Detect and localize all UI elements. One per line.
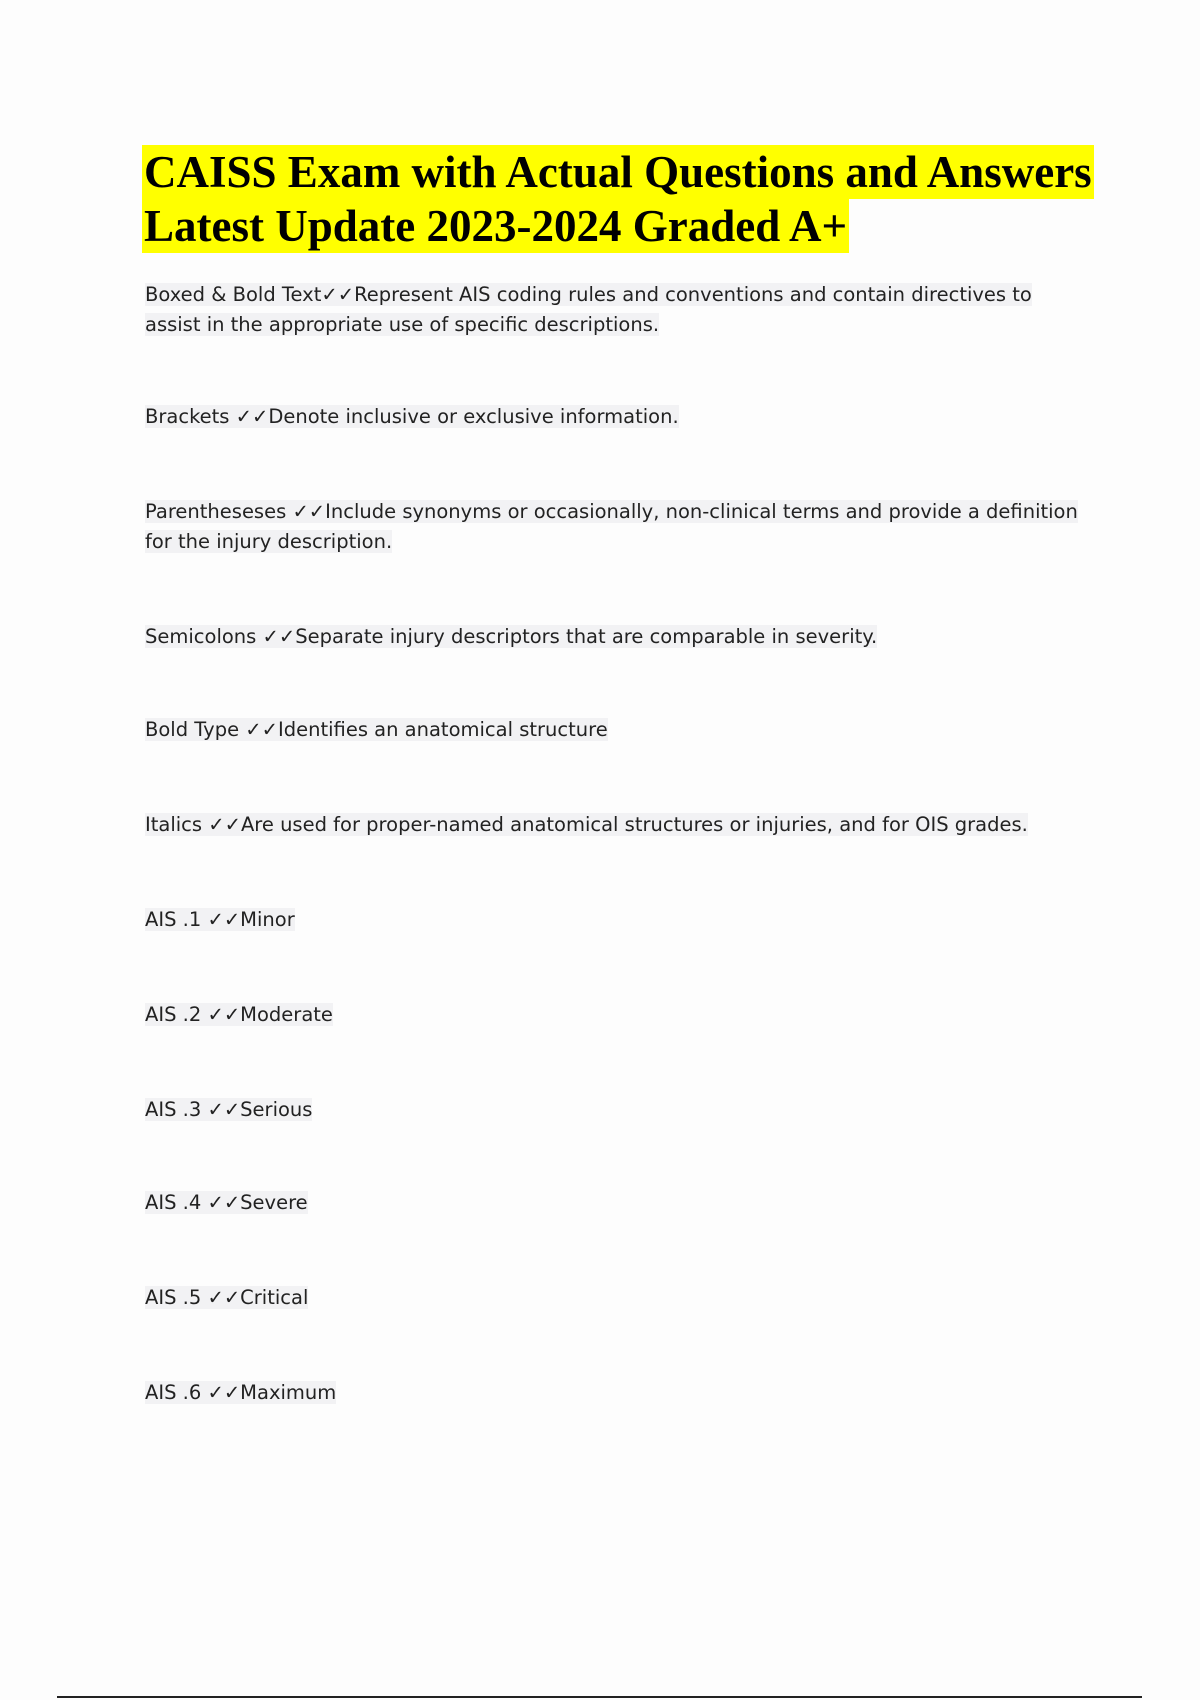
check-marks-icon: ✓✓ (207, 1286, 241, 1309)
qa-definition: Are used for proper-named anatomical structures or injuries, and for OIS grades. (240, 813, 1028, 836)
qa-definition: Severe (240, 1191, 308, 1214)
qa-item (145, 1095, 1085, 1125)
check-marks-icon: ✓✓ (245, 718, 278, 741)
qa-text (145, 908, 295, 931)
qa-item (145, 402, 1085, 432)
qa-definition: Maximum (240, 1381, 337, 1404)
qa-term: AIS .3 (145, 1098, 208, 1121)
qa-definition: Minor (240, 908, 295, 931)
qa-term: Parentheseses (145, 500, 293, 523)
qa-item (145, 1000, 1085, 1030)
qa-definition: Denote inclusive or exclusive information. (268, 405, 679, 428)
qa-item (145, 905, 1085, 935)
qa-definition: Serious (240, 1098, 313, 1121)
qa-term: AIS .1 (145, 908, 208, 931)
qa-definition: Separate injury descriptors that are comparable in severity. (295, 625, 878, 648)
qa-item (145, 1378, 1085, 1408)
check-marks-icon: ✓✓ (207, 1191, 241, 1214)
check-marks-icon: ✓✓ (207, 1098, 241, 1121)
qa-text (145, 1098, 312, 1121)
qa-term: Semicolons (145, 625, 263, 648)
qa-term: AIS .2 (145, 1003, 208, 1026)
document-title (142, 145, 1172, 253)
check-marks-icon: ✓✓ (208, 813, 241, 836)
qa-term: Brackets (145, 405, 236, 428)
qa-text (145, 1003, 333, 1026)
check-marks-icon: ✓✓ (321, 283, 355, 306)
qa-item (145, 810, 1085, 840)
qa-text (145, 718, 608, 741)
qa-item (145, 622, 1085, 652)
qa-definition: Moderate (240, 1003, 333, 1026)
title-line-2: Latest Update 2023-2024 Graded A+ (144, 201, 848, 251)
qa-term: AIS .5 (145, 1286, 208, 1309)
qa-item (145, 1283, 1085, 1313)
qa-text (145, 1381, 336, 1404)
qa-item (145, 1188, 1085, 1218)
check-marks-icon: ✓✓ (262, 625, 296, 648)
qa-text (145, 1191, 308, 1214)
title-line-1: CAISS Exam with Actual Questions and Answers (144, 147, 1092, 197)
qa-definition: Critical (240, 1286, 309, 1309)
qa-term: Boxed & Bold Text (145, 283, 322, 306)
qa-text (145, 625, 877, 648)
check-marks-icon: ✓✓ (207, 1381, 241, 1404)
qa-text (145, 283, 1032, 336)
qa-text (145, 1286, 308, 1309)
footer-divider (57, 1696, 1142, 1698)
qa-item (145, 280, 1085, 340)
qa-text (145, 500, 1078, 553)
qa-item (145, 497, 1085, 557)
check-marks-icon: ✓✓ (235, 405, 269, 428)
check-marks-icon: ✓✓ (207, 1003, 241, 1026)
qa-text (145, 813, 1028, 836)
qa-definition: Identifies an anatomical structure (277, 718, 608, 741)
qa-term: Bold Type (145, 718, 246, 741)
qa-text (145, 405, 679, 428)
qa-definition: Include synonyms or occasionally, non-clinical terms and provide a definition for the injury description. (145, 500, 1078, 553)
qa-item (145, 715, 1085, 745)
check-marks-icon: ✓✓ (292, 500, 326, 523)
qa-term: Italics (145, 813, 209, 836)
qa-term: AIS .4 (145, 1191, 208, 1214)
check-marks-icon: ✓✓ (207, 908, 241, 931)
qa-term: AIS .6 (145, 1381, 208, 1404)
qa-definition: Represent AIS coding rules and conventions and contain directives to assist in the appropriate use of specific descriptions. (145, 283, 1032, 336)
